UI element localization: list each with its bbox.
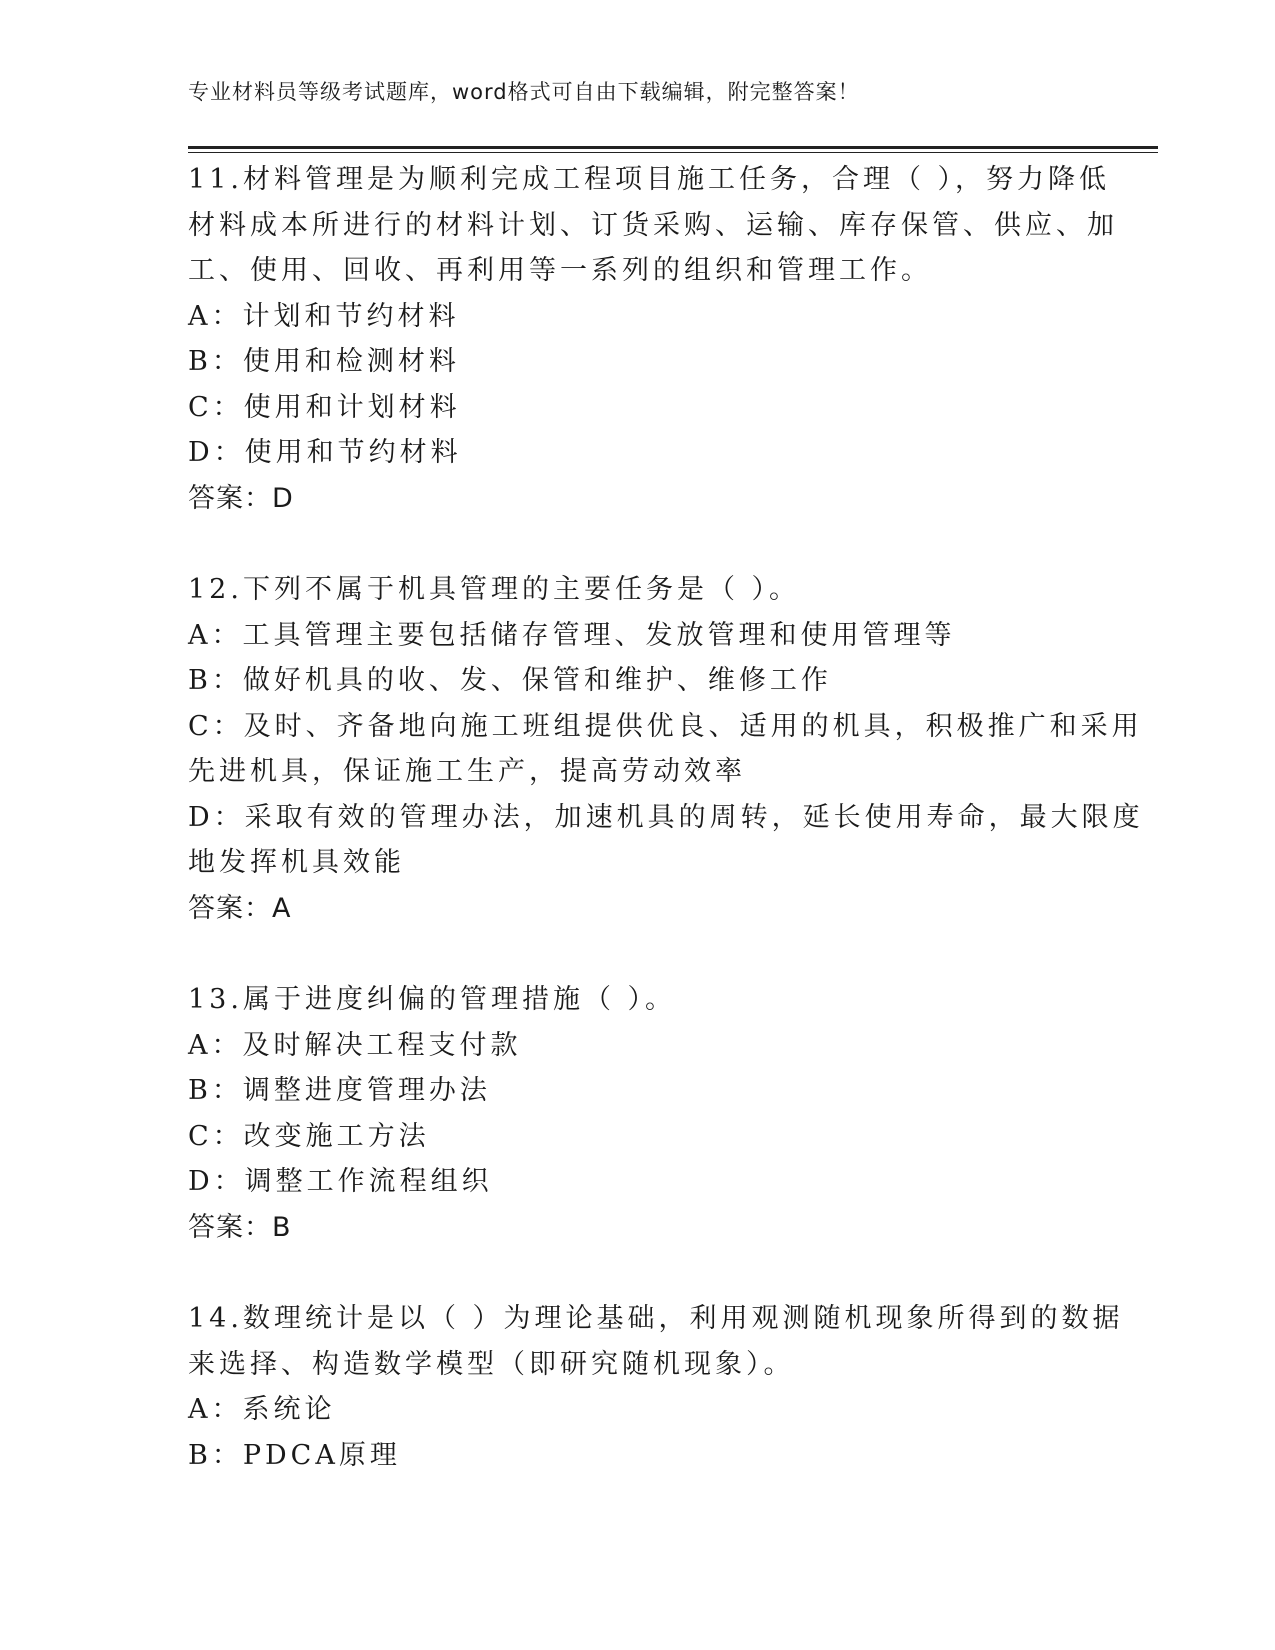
option-b: B：调整进度管理办法 <box>188 1075 491 1106</box>
header-rule-thick <box>188 146 1158 149</box>
question-12 <box>188 567 1144 931</box>
question-stem-line: 材料成本所进行的材料计划、订货采购、运输、库存保管、供应、加 <box>188 209 1118 241</box>
option-a: A：工具管理主要包括储存管理、发放管理和使用管理等 <box>188 619 956 651</box>
question-list <box>188 157 1144 1524</box>
option-b: B：使用和检测材料 <box>188 346 460 377</box>
option-d: D：使用和节约材料 <box>188 437 462 468</box>
answer-label: 答案：B <box>188 1211 292 1243</box>
question-stem-line: 12.下列不属于机具管理的主要任务是（ ）。 <box>188 574 801 605</box>
page-header: 专业材料员等级考试题库，word格式可自由下载编辑，附完整答案！ <box>188 80 860 104</box>
question-13 <box>188 977 1088 1250</box>
answer-label: 答案：D <box>188 482 294 514</box>
option-a: A：系统论 <box>188 1394 336 1425</box>
option-c-continued: 先进机具，保证施工生产，提高劳动效率 <box>188 756 746 787</box>
question-11 <box>188 157 1118 521</box>
header-rule-thin <box>188 152 1158 153</box>
option-b: B：PDCA原理 <box>188 1439 401 1471</box>
option-b: B：做好机具的收、发、保管和维护、维修工作 <box>188 665 832 696</box>
question-stem-line: 来选择、构造数学模型（即研究随机现象）。 <box>188 1348 795 1380</box>
question-stem-line: 工、使用、回收、再利用等一系列的组织和管理工作。 <box>188 255 932 286</box>
question-stem-line: 13.属于进度纠偏的管理措施（ ）。 <box>188 984 677 1015</box>
question-stem-line: 11.材料管理是为顺利完成工程项目施工任务，合理（ ），努力降低 <box>188 164 1111 195</box>
option-c: C：及时、齐备地向施工班组提供优良、适用的机具，积极推广和采用 <box>188 710 1143 742</box>
question-14 <box>188 1296 1124 1478</box>
option-a: A：及时解决工程支付款 <box>188 1029 522 1061</box>
question-stem-line: 14.数理统计是以（ ）为理论基础，利用观测随机现象所得到的数据 <box>188 1303 1124 1334</box>
option-d: D：调整工作流程组织 <box>188 1166 493 1197</box>
option-d: D：采取有效的管理办法，加速机具的周转，延长使用寿命，最大限度 <box>188 801 1144 833</box>
option-d-continued: 地发挥机具效能 <box>188 847 405 878</box>
option-a: A：计划和节约材料 <box>188 300 460 332</box>
option-c: C：使用和计划材料 <box>188 391 461 423</box>
option-c: C：改变施工方法 <box>188 1120 430 1152</box>
answer-label: 答案：A <box>188 892 292 924</box>
